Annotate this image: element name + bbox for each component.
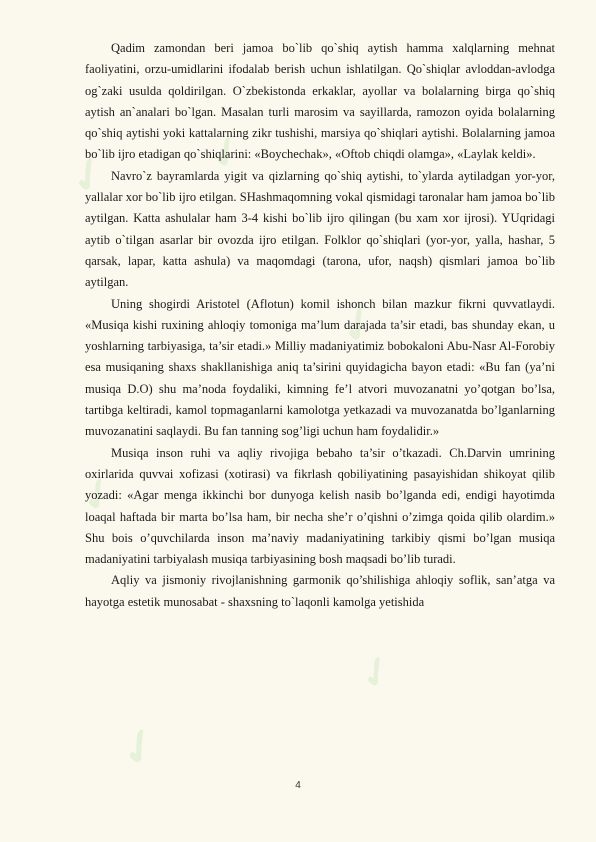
- paragraph: Navro`z bayramlarda yigit va qizlarning qo`shiq aytishi, to`ylarda aytiladgan yor-yor, yallalar xor bo`lib ijro etilgan. SHashmaqomning vokal qismidagi taronalar ham jamoa bo`lib aytilgan. Katta ashulalar ham 3-4 kishi bo`lib ijro qilingan (bu xam xor ijrosi). YUqridagi aytib o`tilgan asarlar bir ovozda ijro etilgan. Folklor qo`shiqlari (yor-yor, yalla, hashar, 5 qarsak, lapar, katta ashula) va maqomdagi (tarona, ufor, naqsh) qismlari jamoa bo`lib aytilgan.: [85, 168, 555, 290]
- page-number: 4: [295, 780, 301, 791]
- paragraph: Aqliy va jismoniy rivojlanishning garmonik qo’shilishiga ahloqiy soflik, san’atga va hayotga estetik munosabat - shaxsning to`laqonli kamolga yetishida: [85, 573, 555, 609]
- watermark: ✓: [329, 294, 388, 357]
- paragraph: Uning shogirdi Aristotel (Aflotun) komil ishonch bilan mazkur fikrni quvvatlaydi. «Musiqa kishi ruxining ahloqiy tomoniga ma’lum darajada ta’sir etadi, bas shunday ekan, u yoshlarning tarbiyasiga, ta’sir etadi.» Milliy madaniyatimiz bobokaloni Abu-Nasr Al-Forobiy esa musiqaning shaxs shakllanishiga aniq ta’sirini quyidagicha bayon etadi: «Bu fan (ya’ni musiqa D.O) shu ma’noda foydaliki, kimning fe’l atvori muvozanatni yo’qotgan bo’lsa, tartibga keltiradi, kamol topmaganlarni kamolotga yetkazadi va muvozanatda bo’lganlarning muvozanatini saqlaydi. Bu fan tanning sog’ligi uchun ham foydalidir.»: [85, 296, 555, 439]
- watermark: ✓: [59, 144, 118, 207]
- paragraph: Musiqa inson ruhi va aqliy rivojiga bebaho ta’sir o’tkazadi. Ch.Darvin umrining oxirlarida quvvai xofizasi (xotirasi) va fikrlash qobiliyatining pasayishidan shikoyat qilib yozadi: «Agar menga ikkinchi bor dunyoga kelish nasib bo’lganda edi, endigi hayotimda loaqal haftada bir marta bo’lsa ham, bir necha she’r o’qishni o’zimga qoida qilib olardim.» Shu bois o’quvchilarda inson ma’naviy madaniyatining tarkibiy qismi bo’lgan musiqa madaniyatini tarbiyalash musiqa tarbiyasining bosh maqsadi bo’lib turadi.: [85, 445, 555, 567]
- watermark: ✓: [70, 465, 125, 524]
- watermark: ✓: [350, 645, 403, 701]
- watermark: ✓: [109, 714, 170, 780]
- watermark: ✓: [200, 125, 253, 181]
- paragraph: Qadim zamondan beri jamoa bo`lib qo`shiq aytish hamma xalqlarning mehnat faoliyatini, orzu-umidlarini ifodalab berish uchun ishlatilgan. Qo`shiqlar avloddan-avlodga og`zaki usulda qoldirilgan. O`zbekistonda erkaklar, ayollar va bolalarning birga qo`shiq aytish an`analari bo`lgan. Masalan turli marosim va sayillarda, ramozon oyida bolalarning qo`shiq aytishi yoki kattalarning zikr tushishi, marsiya qo`shiqlari aytishi. Bolalarning jamoa bo`lib ijro etadigan qo`shiqlarini: «Boychechak», «Oftob chiqdi olamga», «Laylak keldi».: [85, 41, 555, 162]
- body-text: [85, 38, 555, 613]
